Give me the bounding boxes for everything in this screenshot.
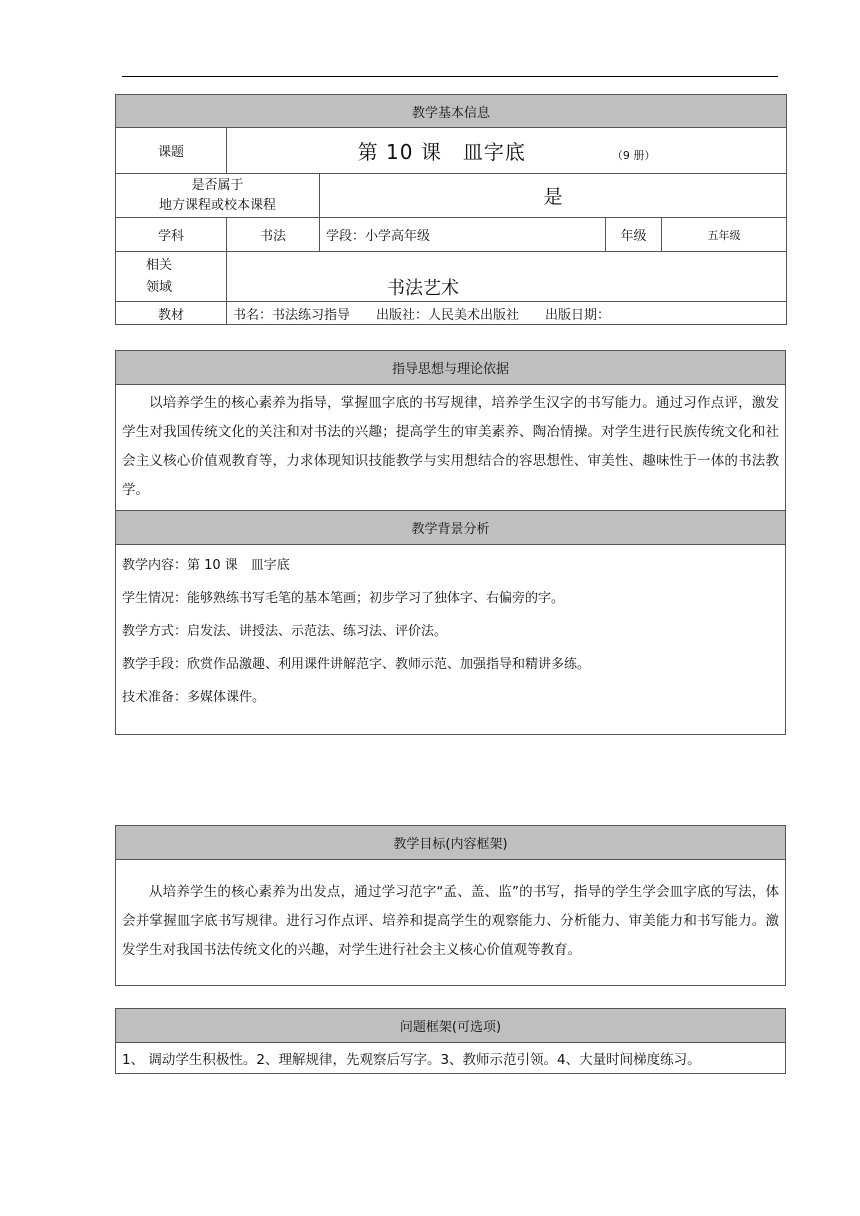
- local-label-line-1: 是否属于: [191, 177, 244, 193]
- background-line: 教学内容：第 10 课 皿字底: [122, 558, 290, 573]
- volume-note: （9 册）: [611, 149, 656, 162]
- background-line: 技术准备：多媒体课件。: [122, 690, 266, 705]
- textbook-label: 教材: [116, 302, 227, 325]
- objectives-cell: [116, 860, 786, 986]
- textbook-value: 书名：书法练习指导 出版社：人民美术出版社 出版日期：: [227, 302, 787, 325]
- header-rule: [122, 76, 778, 77]
- field-label-line-1: 相关: [146, 257, 173, 273]
- field-label: [116, 252, 227, 302]
- basic-info-header: 教学基本信息: [116, 95, 787, 128]
- objectives-text: 从培养学生的核心素养为出发点，通过学习范字“孟、盖、监”的书写，指导的学生学会皿字底的写法，体会并掌握皿字底书写规律。进行习作点评、培养和提高学生的观察能力、分析能力、审美能力和书写能力。激发学生对我国书法传统文化的兴趣，对学生进行社会主义核心价值观等教育。: [122, 884, 779, 958]
- grade-value: 五年级: [662, 218, 787, 252]
- field-label-line-2: 领域: [146, 279, 173, 295]
- questions-text: 1、 调动学生积极性。2、理解规律，先观察后写字。3、教师示范引领。4、大量时间梯度练习。: [116, 1043, 786, 1074]
- grade-label: 年级: [606, 218, 662, 252]
- subject-value: 书法: [227, 218, 320, 252]
- topic-cell: [227, 128, 787, 174]
- background-line: 教学手段：欣赏作品激趣、利用课件讲解范字、教师示范、加强指导和精讲多练。: [122, 657, 591, 672]
- guiding-background-table: [115, 350, 786, 735]
- subject-label: 学科: [116, 218, 227, 252]
- guiding-text: 以培养学生的核心素养为指导，掌握皿字底的书写规律，培养学生汉字的书写能力。通过习作点评，激发学生对我国传统文化的关注和对书法的兴趣；提高学生的审美素养、陶冶情操。对学生进行民族传统文化和社会主义核心价值观教育等，力求体现知识技能教学与实用想结合的容思想性、审美性、趣味性于一体的书法教学。: [122, 394, 779, 498]
- local-course-value: 是: [320, 174, 787, 218]
- stage-value: 学段：小学高年级: [320, 218, 606, 252]
- guiding-header: 指导思想与理论依据: [116, 351, 786, 385]
- background-cell: [116, 545, 786, 735]
- field-value: 书法艺术: [387, 278, 459, 299]
- topic-value: 第 10 课 皿字底: [357, 140, 526, 164]
- objectives-header: 教学目标(内容框架): [116, 826, 786, 860]
- questions-header: 问题框架(可选项): [116, 1009, 786, 1043]
- basic-info-table: [115, 94, 787, 325]
- field-cell: [227, 252, 787, 302]
- local-course-label: [116, 174, 320, 218]
- questions-table: [115, 1008, 786, 1074]
- background-header: 教学背景分析: [116, 511, 786, 545]
- guiding-cell: [116, 385, 786, 511]
- background-line: 教学方式：启发法、讲授法、示范法、练习法、评价法。: [122, 624, 448, 639]
- objectives-table: [115, 825, 786, 986]
- background-line: 学生情况：能够熟练书写毛笔的基本笔画；初步学习了独体字、右偏旁的字。: [122, 591, 565, 606]
- topic-label: 课题: [116, 128, 227, 174]
- local-label-line-2: 地方课程或校本课程: [158, 197, 276, 213]
